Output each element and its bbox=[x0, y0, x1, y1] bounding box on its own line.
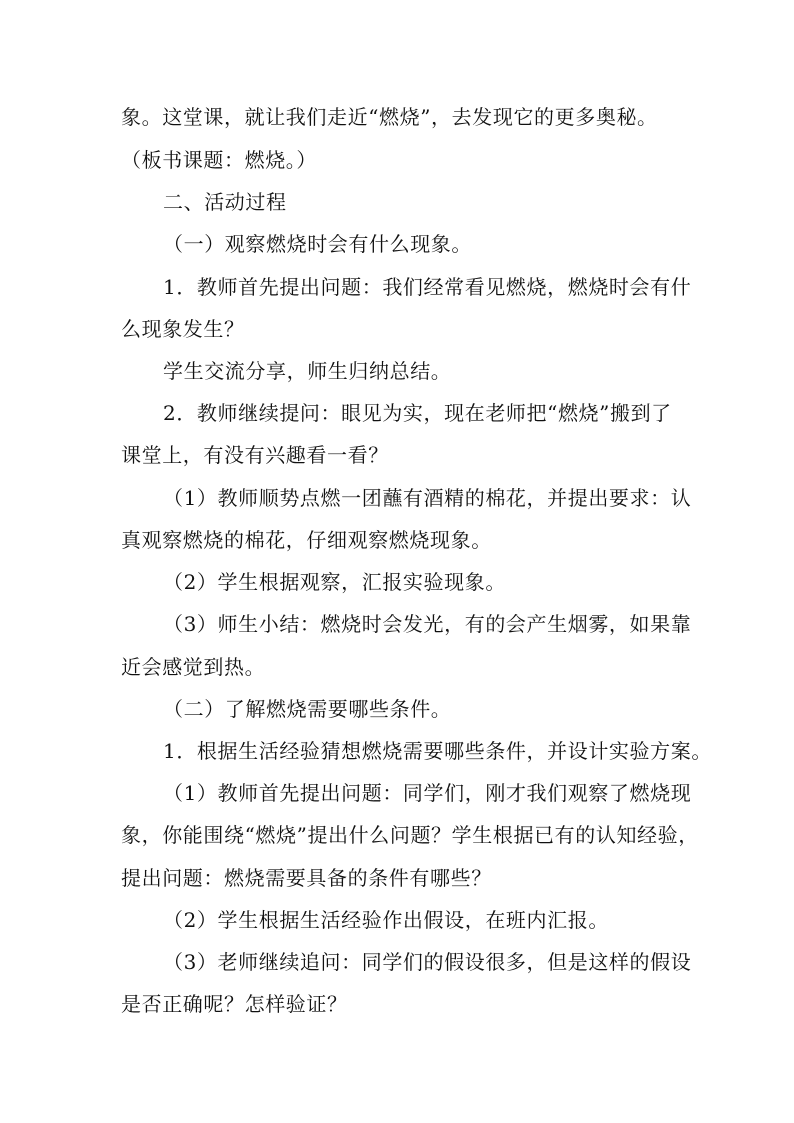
paragraph-line: （板书课题：燃烧。） bbox=[121, 148, 317, 172]
paragraph-line: （1）教师首先提出问题：同学们，刚才我们观察了燃烧现 bbox=[163, 781, 692, 805]
paragraph-line: 2．教师继续提问：眼见为实，现在老师把“燃烧”搬到了 bbox=[163, 401, 672, 425]
paragraph-line: （1）教师顺势点燃一团蘸有酒精的棉花，并提出要求：认 bbox=[163, 486, 692, 510]
paragraph-line: 学生交流分享，师生归纳总结。 bbox=[163, 359, 452, 383]
paragraph-line: 课堂上，有没有兴趣看一看？ bbox=[121, 443, 389, 467]
paragraph-line: 提出问题：燃烧需要具备的条件有哪些？ bbox=[121, 866, 492, 890]
subsection-heading: （一）观察燃烧时会有什么现象。 bbox=[163, 232, 472, 256]
paragraph-line: 近会感觉到热。 bbox=[121, 655, 266, 679]
paragraph-line: （3）老师继续追问：同学们的假设很多，但是这样的假设 bbox=[163, 950, 692, 974]
paragraph-line: 是否正确呢？怎样验证？ bbox=[121, 992, 348, 1016]
paragraph-line: 1．教师首先提出问题：我们经常看见燃烧，燃烧时会有什 bbox=[163, 275, 692, 299]
paragraph-line: 象。这堂课，就让我们走近“燃烧”，去发现它的更多奥秘。 bbox=[121, 105, 658, 129]
paragraph-line: （2）学生根据生活经验作出假设，在班内汇报。 bbox=[163, 908, 609, 932]
paragraph-line: （2）学生根据观察，汇报实验现象。 bbox=[163, 570, 506, 594]
paragraph-line: 1．根据生活经验猜想燃烧需要哪些条件，并设计实验方案。 bbox=[163, 739, 712, 763]
section-heading: 二、活动过程 bbox=[163, 190, 287, 214]
paragraph-line: （3）师生小结：燃烧时会发光，有的会产生烟雾，如果靠 bbox=[163, 612, 692, 636]
paragraph-line: 象，你能围绕“燃烧”提出什么问题？学生根据已有的认知经验， bbox=[121, 823, 699, 847]
paragraph-line: 真观察燃烧的棉花，仔细观察燃烧现象。 bbox=[121, 528, 492, 552]
paragraph-line: 么现象发生？ bbox=[121, 317, 245, 341]
subsection-heading: （二）了解燃烧需要哪些条件。 bbox=[163, 697, 452, 721]
